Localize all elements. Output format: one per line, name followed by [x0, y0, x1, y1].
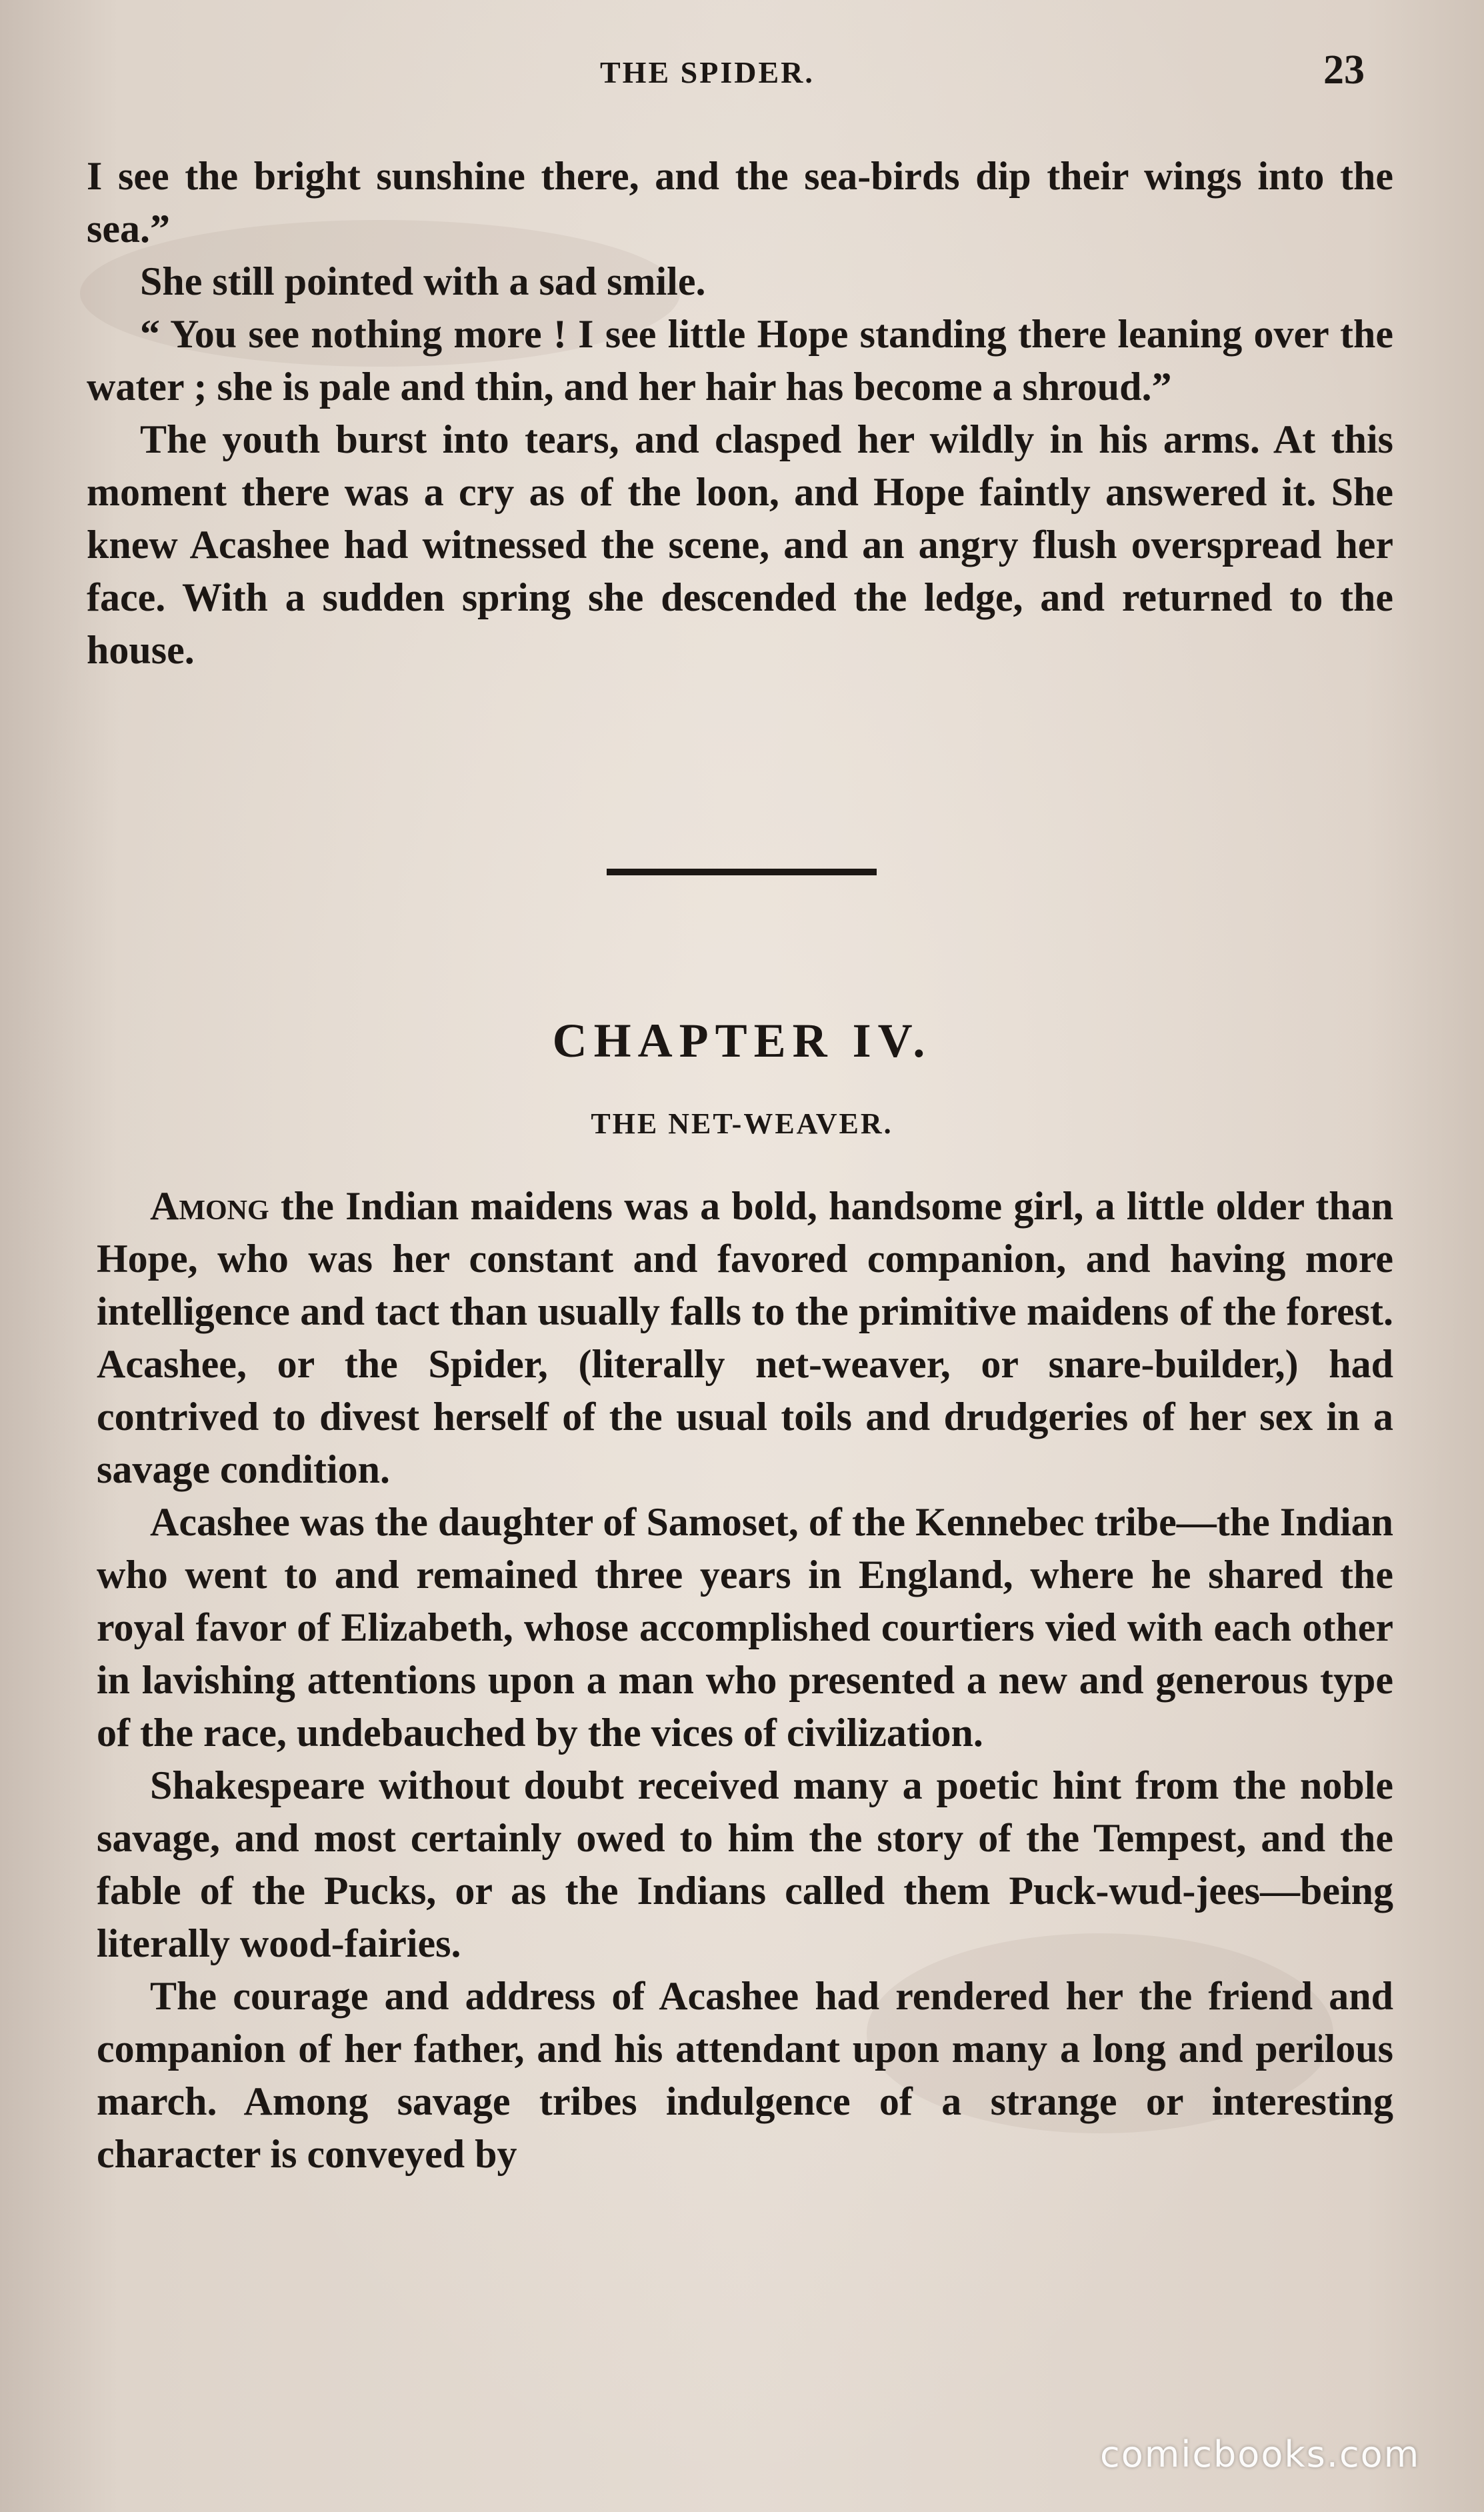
page-number: 23	[1323, 47, 1365, 93]
paragraph-text: the Indian maidens was a bold, handsome girl, a little older than Hope, who was her constant and favored companion, and having more intelligence and tact than usually falls to the primitive maidens of the forest. Acashee, or the Spider, (literally net-weaver, or snare-builder,) had contrived to divest herself of the usual toils and drudgeries of her sex in a savage condition.	[97, 1184, 1393, 1491]
paragraph	[97, 1180, 1393, 1496]
paragraph: She still pointed with a sad smile.	[140, 259, 706, 303]
section-rule	[607, 869, 877, 875]
drop-word: Among	[150, 1184, 269, 1228]
paragraph: Acashee was the daughter of Samoset, of the Kennebec tribe—the Indian who went to and remained three years in England, where he shared the royal favor of Elizabeth, whose accomplished courtiers vied with each other in lavishing attentions upon a man who presented a new and generous type of the race, undebauched by the vices of civilization.	[97, 1500, 1393, 1755]
watermark: comicbooks.com	[1100, 2433, 1421, 2475]
paragraph: Shakespeare without doubt received many a poetic hint from the noble savage, and most certainly owed to him the story of the Tempest, and the fable of the Pucks, or as the Indians called them Puck-wud-jees—being literally wood-fairies.	[97, 1763, 1393, 1965]
paragraph: “ You see nothing more ! I see little Hope standing there leaning over the water ; she is pale and thin, and her hair has become a shroud.”	[87, 312, 1393, 409]
top-text-block	[87, 150, 1393, 677]
running-title: THE SPIDER.	[600, 55, 815, 89]
paragraph: The youth burst into tears, and clasped her wildly in his arms. At this moment there was a cry as of the loon, and Hope faintly answered it. She knew Acashee had witnessed the scene, and an angry flush overspread her face. With a sudden spring she descended the ledge, and returned to the house.	[87, 417, 1393, 672]
chapter-subtitle: THE NET-WEAVER.	[591, 1107, 893, 1140]
chapter-heading: CHAPTER IV.	[552, 1014, 932, 1067]
paragraph: The courage and address of Acashee had rendered her the friend and companion of her father, and his attendant upon many a long and perilous march. Among savage tribes indulgence of a strange or interesting character is conveyed by	[97, 1974, 1393, 2176]
chapter-text-block	[97, 1180, 1393, 2181]
running-head	[0, 47, 1484, 93]
paragraph: I see the bright sunshine there, and the sea-birds dip their wings into the sea.”	[87, 154, 1393, 251]
